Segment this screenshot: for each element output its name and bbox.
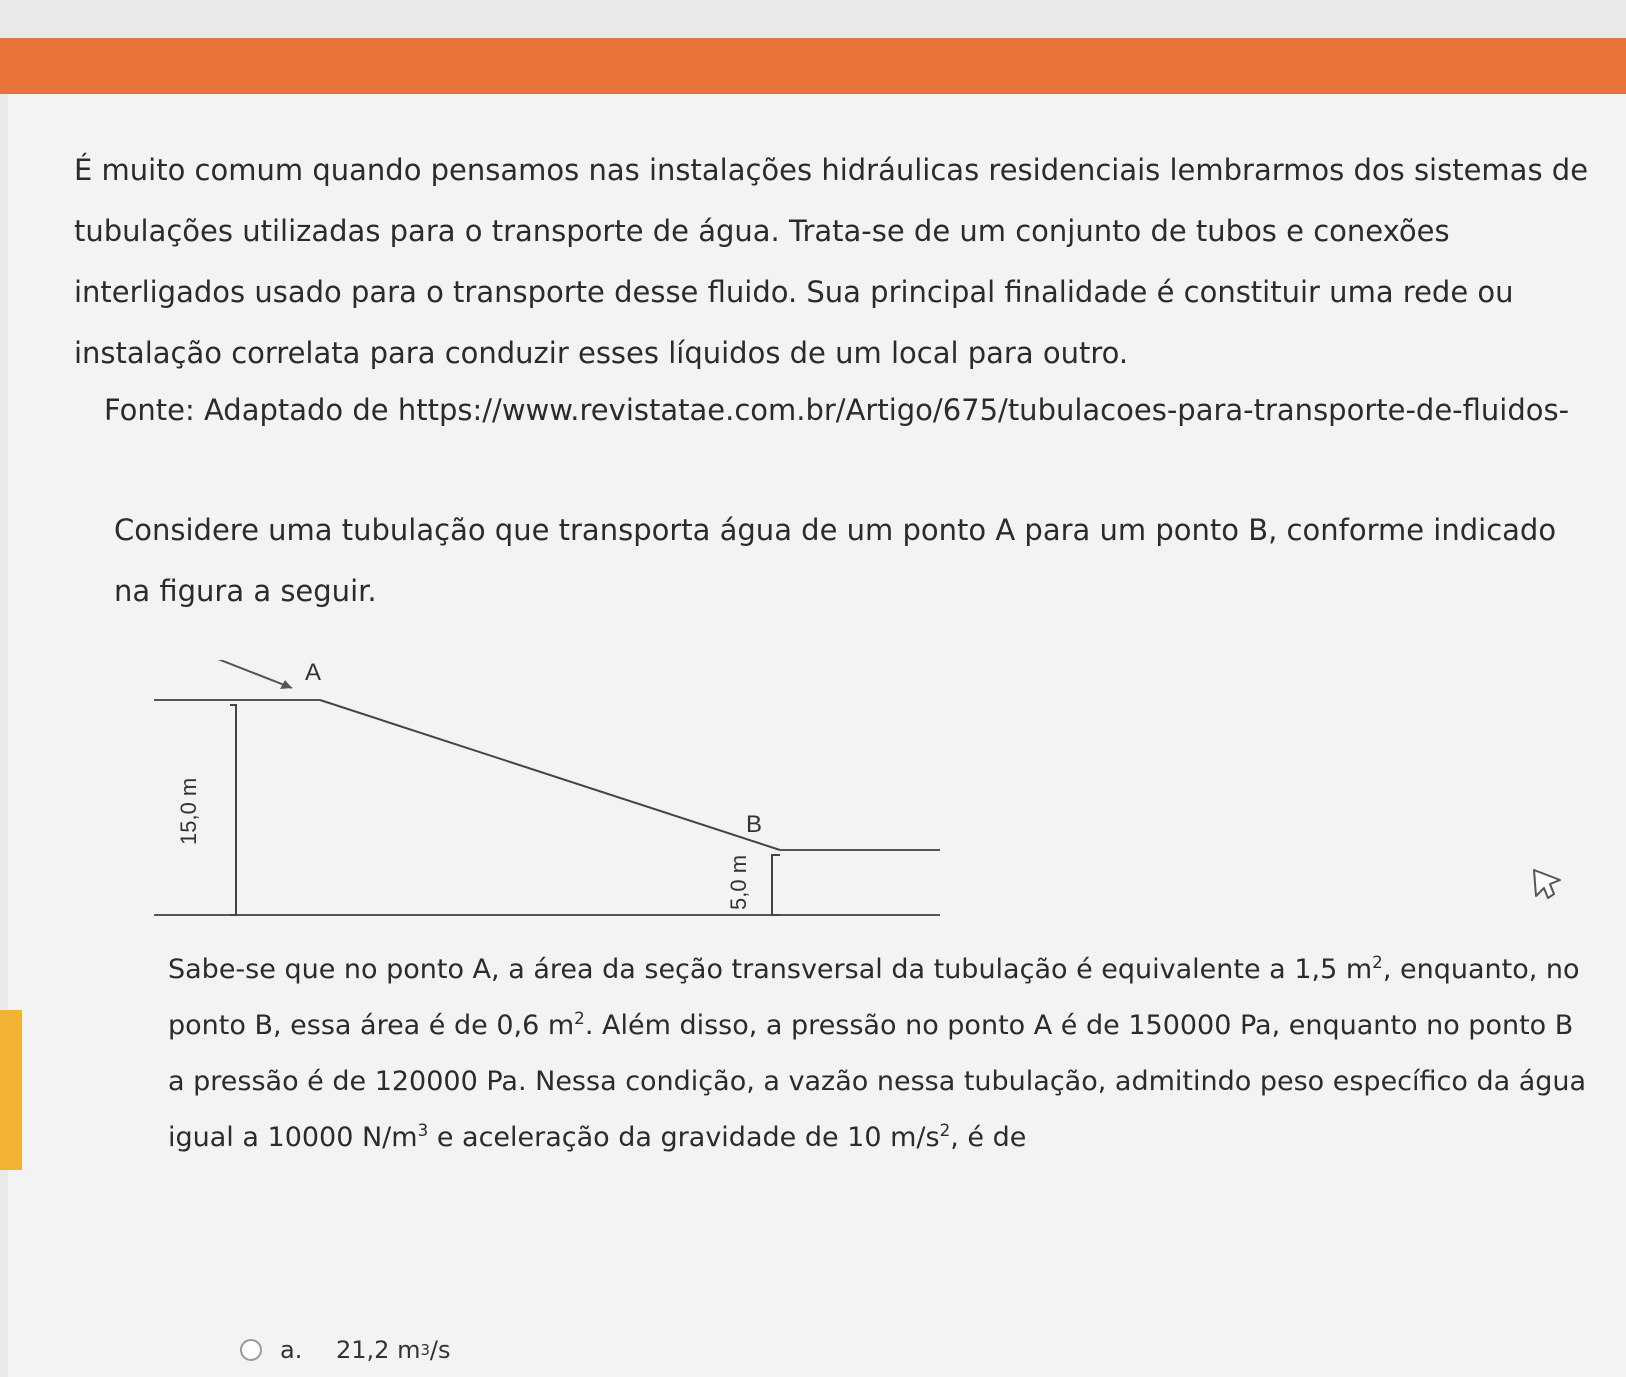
radio-option-a[interactable]: [240, 1339, 262, 1361]
consider-paragraph: Considere uma tubulação que transporta água de um ponto A para um ponto B, conforme indicado na figura a seguir.: [114, 513, 1557, 608]
mouse-cursor-icon: [1530, 868, 1570, 902]
question-text-2: , enquanto, no ponto B, essa área é de: [168, 954, 1580, 1041]
label-a: A: [305, 660, 322, 686]
source-paragraph: Fonte: Adaptado de https://www.revistatae.com.br/Artigo/675/tubulacoes-para-transporte-de-fluidos-: [104, 393, 1570, 427]
area-a-value: 1,5 m: [1294, 954, 1373, 985]
height-label-a: 15,0 m: [176, 777, 201, 845]
pipe-figure: [140, 660, 960, 930]
gravity-value: 10 m/s: [847, 1122, 940, 1153]
option-value: 21,2 m: [336, 1336, 421, 1364]
option-letter: a.: [280, 1336, 303, 1364]
question-text-1: Sabe-se que no ponto A, a área da seção transversal da tubulação é equivalente a: [168, 954, 1295, 985]
height-bracket-b: [772, 855, 780, 915]
answer-option-a[interactable]: a. 21,2 m 3 /s: [240, 1330, 451, 1370]
label-b: B: [746, 811, 763, 838]
gravity-exponent: 2: [939, 1120, 951, 1140]
pointer-line: [200, 660, 292, 688]
area-b-exponent: 2: [574, 1008, 585, 1028]
top-accent-bar: [0, 38, 1626, 94]
height-bracket-a: [230, 705, 236, 915]
area-a-exponent: 2: [1372, 952, 1383, 972]
question-text-5: , é de: [950, 1122, 1027, 1153]
pipe-line: [320, 700, 780, 850]
gamma-exponent: 3: [417, 1120, 429, 1140]
height-label-b: 5,0 m: [726, 854, 751, 910]
question-text-4: e aceleração da gravidade de: [428, 1122, 848, 1153]
question-flag-marker: [0, 1010, 22, 1170]
gamma-value: 10000 N/m: [267, 1122, 418, 1153]
area-b-value: 0,6 m: [496, 1010, 575, 1041]
intro-paragraph: É muito comum quando pensamos nas instalações hidráulicas residenciais lembrarmos dos sistemas de tubulações utilizadas para o transporte de água. Trata-se de um conjunto de tubos e conexões interligados usado para o transporte desse fluido. Sua principal finalidade é constituir uma rede ou instalação correlata para conduzir esses líquidos de um local para outro.: [74, 153, 1589, 370]
option-unit-tail: /s: [429, 1336, 451, 1364]
question-paragraph: [168, 942, 1598, 1166]
question-text-3: . Além disso, a pressão no ponto A é de 150000 Pa, enquanto no ponto B a pressão é de 120000 Pa. Nessa condição, a vazão nessa tubulação, admitindo peso específico da água igual a: [168, 1010, 1587, 1153]
